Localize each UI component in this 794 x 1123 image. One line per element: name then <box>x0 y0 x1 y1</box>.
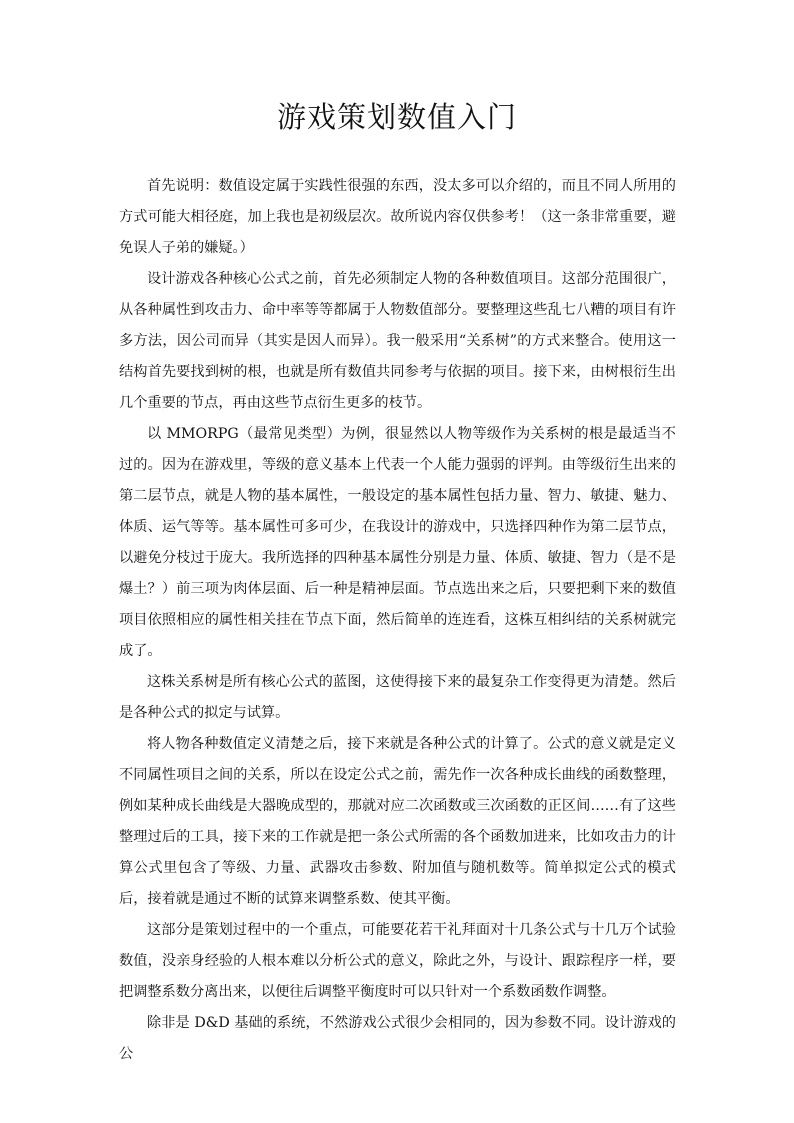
paragraph-intro: 首先说明：数值设定属于实践性很强的东西，没太多可以介绍的，而且不同人所用的方式可能大相径庭，加上我也是初级层次。故所说内容仅供参考！（这一条非常重要，避免误人子弟的嫌疑。） <box>119 178 676 256</box>
document-body <box>119 171 676 1070</box>
paragraph-testing-focus: 这部分是策划过程中的一个重点，可能要花若干礼拜面对十几条公式与十几万个试验数值，没亲身经验的人根本难以分析公式的意义，除此之外，与设计、跟踪程序一样，要把调整系数分离出来，以便往后调整平衡度时可以只针对一个系数函数作调整。 <box>119 922 676 1000</box>
paragraph-dnd-systems: 除非是 D&D 基础的系统，不然游戏公式很少会相同的，因为参数不同。设计游戏的公 <box>119 1015 676 1062</box>
paragraph-relationship-tree: 设计游戏各种核心公式之前，首先必须制定人物的各种数值项目。这部分范围很广，从各种属性到攻击力、命中率等等都属于人物数值部分。要整理这些乱七八糟的项目有许多方法，因公司而异（其实是因人而异）。我一般采用“关系树”的方式来整合。使用这一结构首先要找到树的根，也就是所有数值共同参考与依据的项目。接下来，由树根衍生出几个重要的节点，再由这些节点衍生更多的枝节。 <box>119 271 676 411</box>
paragraph-mmorpg-example: 以 MMORPG（最常见类型）为例，很显然以人物等级作为关系树的根是最适当不过的。因为在游戏里，等级的意义基本上代表一个人能力强弱的评判。由等级衍生出来的第二层节点，就是人物的基本属性，一般设定的基本属性包括力量、智力、敏捷、魅力、体质、运气等等。基本属性可多可少，在我设计的游戏中，只选择四种作为第二层节点，以避免分枝过于庞大。我所选择的四种基本属性分别是力量、体质、敏捷、智力（是不是爆土？）前三项为肉体层面、后一种是精神层面。节点选出来之后，只要把剩下来的数值项目依照相应的属性相关挂在节点下面，然后简单的连连看，这株互相纠结的关系树就完成了。 <box>119 426 676 659</box>
page-title: 游戏策划数值入门 <box>276 100 517 134</box>
paragraph-blueprint: 这株关系树是所有核心公式的蓝图，这使得接下来的最复杂工作变得更为清楚。然后是各种公式的拟定与试算。 <box>119 674 676 721</box>
paragraph-formula-calculation: 将人物各种数值定义清楚之后，接下来就是各种公式的计算了。公式的意义就是定义不同属性项目之间的关系，所以在设定公式之前，需先作一次各种成长曲线的函数整理，例如某种成长曲线是大器晚成型的，那就对应二次函数或三次函数的正区间……有了这些整理过后的工具，接下来的工作就是把一条公式所需的各个函数加进来，比如攻击力的计算公式里包含了等级、力量、武器攻击参数、附加值与随机数等。简单拟定公式的模式后，接着就是通过不断的试算来调整系数、使其平衡。 <box>119 736 676 907</box>
